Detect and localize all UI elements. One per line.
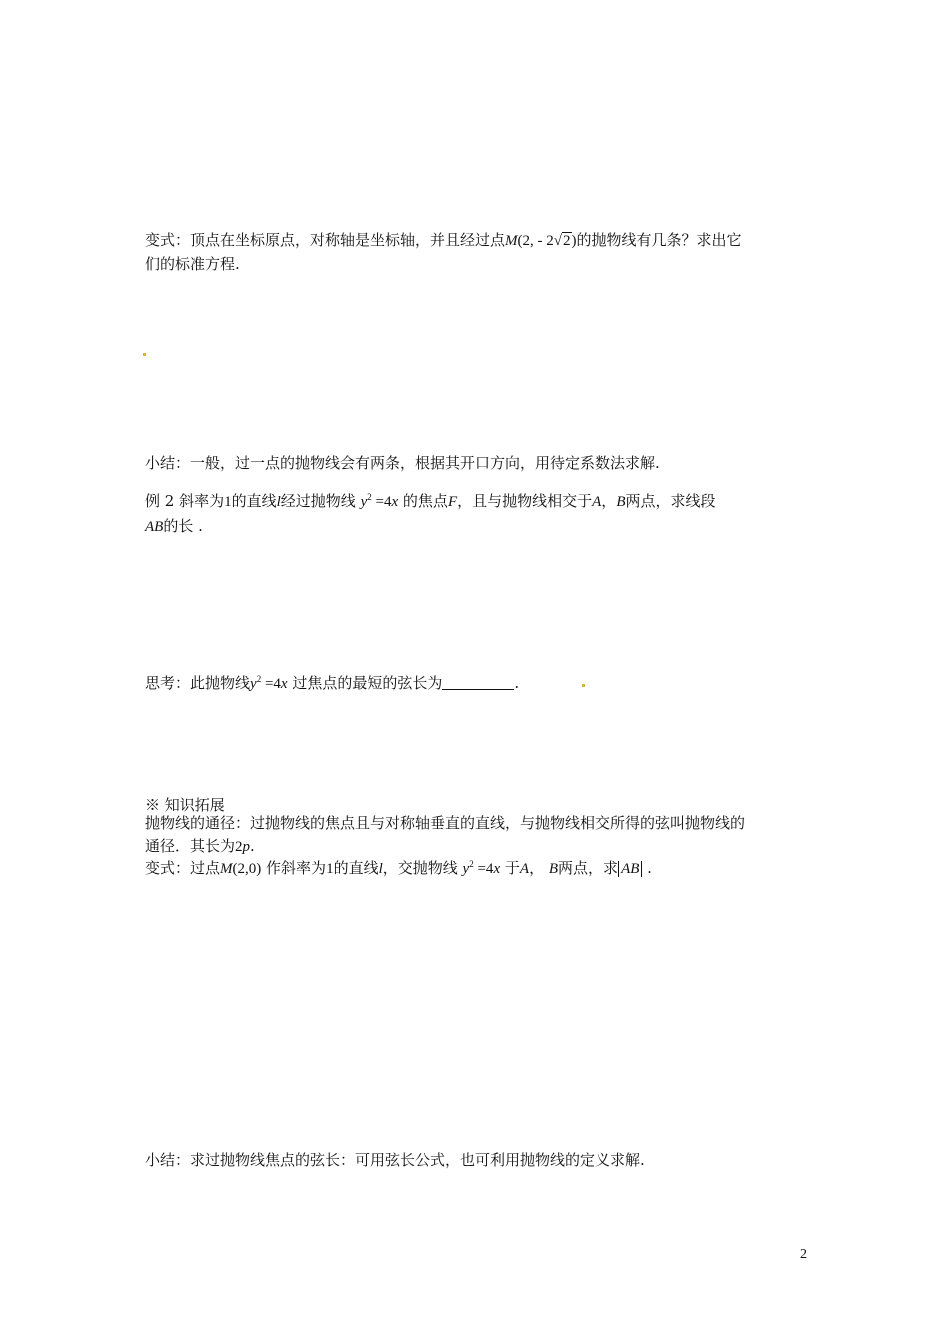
summary1: 小结：一般，过一点的抛物线会有两条，根据其开口方向，用待定系数法求解.	[145, 454, 660, 472]
variant1-text-post: 的抛物线有几条？求出它	[576, 231, 742, 249]
example2-line1	[145, 490, 810, 513]
point-coords-close: )	[571, 233, 577, 249]
example2-line2	[145, 515, 810, 538]
variant2-text-e: 两点，求	[558, 859, 619, 877]
point-coords: (2,0)	[232, 861, 262, 877]
eq-exponent: 2	[256, 674, 262, 684]
length-number: 2	[235, 839, 243, 855]
point-a: A	[592, 494, 602, 510]
example2-text-a: 的直线	[231, 492, 277, 510]
eq-exponent: 2	[469, 859, 474, 869]
segment-ab: AB	[145, 519, 164, 535]
separator: ，	[529, 859, 545, 877]
marker-dot	[582, 684, 585, 687]
comma: ，	[601, 492, 617, 510]
extension-line2-end: .	[250, 837, 255, 855]
extension-title: ※ 知识拓展	[145, 796, 225, 814]
variant2-prefix: 变式：过点	[145, 859, 221, 877]
example2-text-c: 的焦点	[402, 492, 448, 510]
think-line	[145, 672, 810, 695]
example2-text-d: ，且与抛物线相交于	[457, 492, 593, 510]
variant1-line1: 变式：顶点在坐标原点，对称轴是坐标轴，并且经过点M(2, - 2√2)的抛物线有几条？求出它	[145, 231, 742, 249]
slope-value: 1	[326, 861, 334, 877]
eq-x: x	[391, 494, 399, 510]
variant2-text-b: 的直线	[333, 859, 379, 877]
marker-dot	[143, 353, 146, 356]
eq-x: x	[493, 861, 501, 877]
eq-rhs: =4	[371, 494, 392, 510]
sqrt-argument: 2	[563, 233, 571, 249]
eq-rhs: =4	[261, 676, 281, 692]
variant2-text-d: 于	[504, 859, 520, 877]
think-end: .	[514, 674, 520, 692]
line-l: l	[276, 494, 281, 510]
example2-text-b: 经过抛物线	[280, 492, 356, 510]
extension-line2-text: 通径．其长为	[145, 837, 236, 855]
abs-ab: AB	[618, 861, 642, 877]
focus-f: F	[447, 494, 458, 510]
line-l: l	[378, 861, 383, 877]
slope-value: 1	[224, 494, 232, 510]
extension-line2	[145, 835, 810, 858]
eq-y: y	[360, 494, 368, 510]
think-prefix: 思考：此抛物线	[145, 674, 251, 692]
point-m: M	[505, 233, 518, 249]
answer-blank[interactable]	[442, 675, 514, 690]
eq-exponent: 2	[367, 492, 372, 502]
variant2-text-a: 作斜率为	[266, 859, 327, 877]
variant2-line	[145, 857, 810, 880]
page-number: 2	[800, 1247, 807, 1262]
point-m: M	[220, 861, 233, 877]
length-variable: p	[242, 839, 251, 855]
eq-rhs: =4	[473, 861, 494, 877]
summary2: 小结：求过抛物线焦点的弦长：可用弦长公式，也可利用抛物线的定义求解.	[145, 1151, 645, 1169]
extension-line1: 抛物线的通径：过抛物线的焦点且与对称轴垂直的直线，与抛物线相交所得的弦叫抛物线的	[145, 814, 746, 832]
point-coords-open: (2, - 2	[517, 233, 554, 249]
variant1-text: 变式：顶点在坐标原点，对称轴是坐标轴，并且经过点	[145, 231, 506, 249]
eq-y: y	[250, 676, 257, 692]
point-b: B	[616, 494, 626, 510]
variant2-text-c: ，交抛物线	[382, 859, 458, 877]
think-text: 过焦点的最短的弦长为	[292, 674, 443, 692]
point-b: B	[548, 861, 559, 877]
eq-x: x	[280, 676, 288, 692]
eq-y: y	[462, 861, 470, 877]
variant2-end: .	[647, 859, 652, 877]
point-a: A	[519, 861, 530, 877]
example2-prefix: 例 2 斜率为	[145, 492, 225, 510]
example2-text-f: 的长 .	[163, 517, 203, 535]
variant1-line2: 们的标准方程.	[145, 255, 240, 273]
example2-text-e: 两点，求线段	[625, 492, 716, 510]
